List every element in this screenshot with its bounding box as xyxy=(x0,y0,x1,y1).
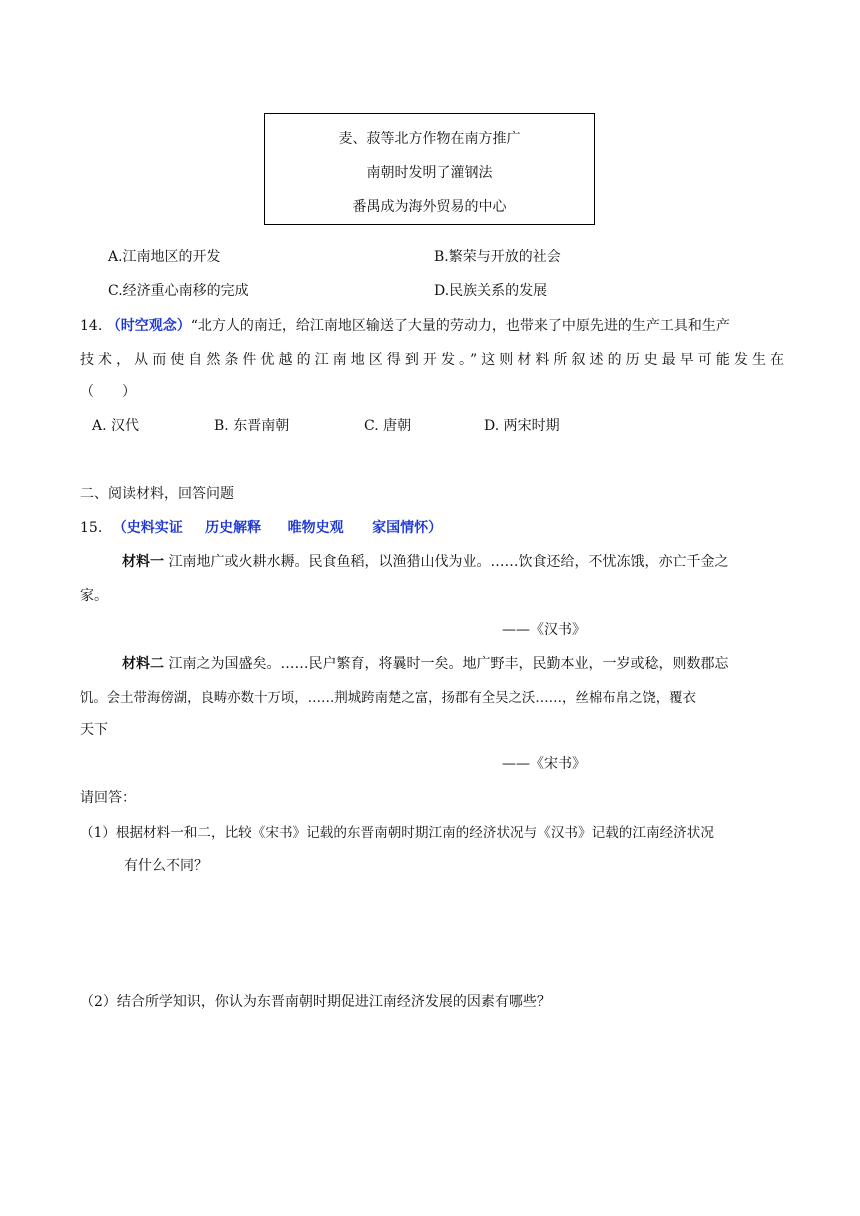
q15-header xyxy=(80,517,442,537)
material-2-line-1 xyxy=(122,653,784,673)
answer-prompt: 请回答： xyxy=(80,790,136,806)
material-1-text: 江南地广或火耕水耨。民食鱼稻，以渔猎山伐为业。……饮食还给，不忧冻饿，亦亡千金之 xyxy=(168,554,729,570)
box-line-3: 番禺成为海外贸易的中心 xyxy=(352,199,507,215)
q13-option-a: A.江南地区的开发 xyxy=(108,249,221,265)
q14-option-a: A. 汉代 xyxy=(92,418,140,434)
q15-tag-2: 历史解释 xyxy=(205,520,262,536)
box-line-2: 南朝时发明了灌钢法 xyxy=(366,165,493,181)
q15-tag-4: 家国情怀） xyxy=(372,520,443,536)
q14-text-1: “北方人的南迁，给江南地区输送了大量的劳动力，也带来了中原先进的生产工具和生产 xyxy=(190,318,730,334)
material-2-source: ——《宋书》 xyxy=(502,756,586,772)
q14-line-1 xyxy=(80,315,784,335)
material-1-label: 材料一 xyxy=(122,554,164,570)
q15-number: 15. xyxy=(80,520,103,536)
q14-line-3: （ ） xyxy=(80,384,136,400)
material-1-line-1 xyxy=(122,551,784,571)
q14-tag: （时空观念） xyxy=(106,318,191,334)
q14-line-2: 技术，从而使自然条件优越的江南地区得到开发。”这则材料所叙述的历史最早可能发生在 xyxy=(80,352,784,368)
material-box xyxy=(264,113,595,225)
material-2-text: 江南之为国盛矣。……民户繁育，将曩时一矣。地广野丰，民勤本业，一岁或稔，则数郡忘 xyxy=(168,656,729,672)
section-heading: 二、阅读材料，回答问题 xyxy=(80,486,234,502)
q14-number: 14. xyxy=(80,318,103,334)
q13-option-d: D.民族关系的发展 xyxy=(434,283,548,299)
q15-tag-3: 唯物史观 xyxy=(287,520,344,536)
q14-option-b: B. 东晋南朝 xyxy=(214,418,290,434)
sub-question-1-line-2: 有什么不同？ xyxy=(124,858,208,874)
q14-option-d: D. 两宋时期 xyxy=(484,418,560,434)
q13-option-c: C.经济重心南移的完成 xyxy=(108,283,249,299)
q14-option-c: C. 唐朝 xyxy=(364,418,412,434)
material-1-line-2: 家。 xyxy=(80,588,108,604)
material-1-source: ——《汉书》 xyxy=(502,622,586,638)
material-2-label: 材料二 xyxy=(122,656,164,672)
q13-option-b: B.繁荣与开放的社会 xyxy=(434,249,561,265)
sub-question-2: （2）结合所学知识，你认为东晋南朝时期促进江南经济发展的因素有哪些？ xyxy=(80,994,551,1010)
material-2-line-2: 饥。会土带海傍湖，良畴亦数十万顷，……荆城跨南楚之富，扬郡有全吴之沃……，丝棉布帛之饶，覆衣 xyxy=(80,691,696,706)
material-2-line-3: 天下 xyxy=(80,722,108,738)
q15-tag-1: （史料实证 xyxy=(112,520,183,536)
sub-question-1-line-1: （1）根据材料一和二，比较《宋书》记载的东晋南朝时期江南的经济状况与《汉书》记载的江南经济状况 xyxy=(80,825,714,841)
box-line-1: 麦、菽等北方作物在南方推广 xyxy=(338,131,521,147)
